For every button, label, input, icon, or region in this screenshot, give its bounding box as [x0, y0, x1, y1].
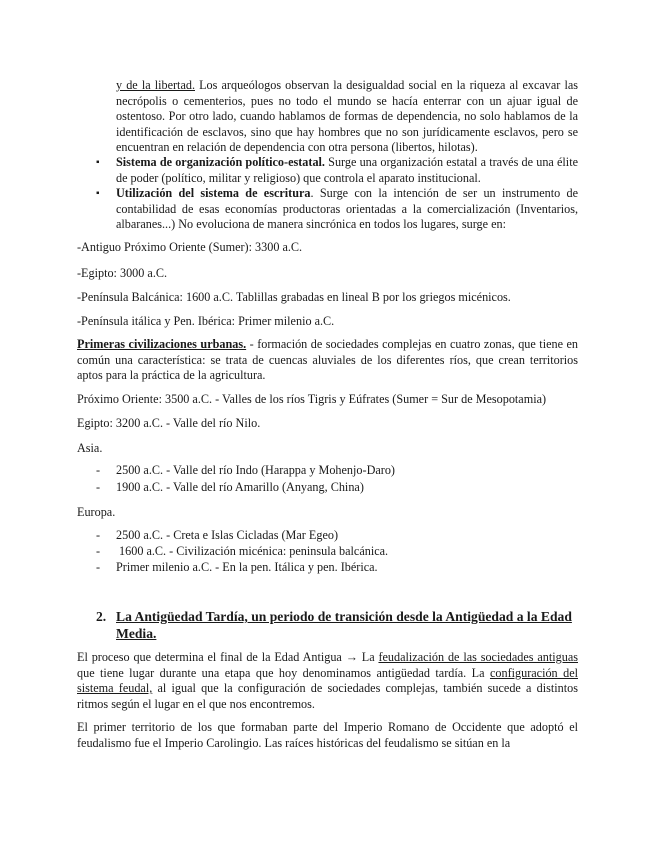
- dash-marker: -: [96, 480, 101, 494]
- section-2-number: 2.: [96, 609, 107, 624]
- asia-item-amarillo: 1900 a.C. - Valle del río Amarillo (Anyang, China): [116, 480, 364, 494]
- europa-label: Europa.: [77, 505, 116, 519]
- dash-marker: -: [96, 544, 101, 558]
- intro-paragraph: [116, 78, 578, 156]
- writing-place-italica-iberica: -Península itálica y Pen. Ibérica: Primer milenio a.C.: [77, 314, 335, 328]
- writing-place-sumer: -Antiguo Próximo Oriente (Sumer): 3300 a.C.: [77, 240, 303, 254]
- civilizations-text: - formación de sociedades complejas en cuatro zonas, que tiene en común una característica: se trata de cuencas aluviales de los diferentes ríos, que crean territorios aptos para la práctica de la agricultura.: [77, 337, 578, 383]
- asia-label: Asia.: [77, 441, 103, 455]
- europa-item-creta: 2500 a.C. - Creta e Islas Cicladas (Mar Egeo): [116, 528, 339, 542]
- intro-text: Los arqueólogos observan la desigualdad social en la riqueza al excavar las necrópolis o cementerios, pues no todo el mundo se hacía enterrar con un ajuar igual de ostentoso. Por otro lado, cuando hablamos de formas de dependencia, no solo hablamos de la identificación de esclavos, sino que hay hombres que no son jurídicamente esclavos, pero se encuentran en relación de dependencia con otra persona (libertos, hilotas).: [116, 78, 578, 155]
- europa-item-micenica: 1600 a.C. - Civilización micénica: peninsula balcánica.: [116, 544, 389, 558]
- section-2-p1-part-c: al igual que la configuración de sociedades complejas, también sucede a distintos ritmos según el lugar en el que nos encontremos.: [77, 681, 578, 711]
- bullet-square-icon: ▪: [96, 188, 100, 199]
- europa-item-primer-milenio: Primer milenio a.C. - En la pen. Itálica y pen. Ibérica.: [116, 560, 378, 574]
- writing-place-balcanica: -Península Balcánica: 1600 a.C. Tablillas grabadas en lineal B por los griegos micénicos.: [77, 290, 511, 304]
- civilizations-heading: Primeras civilizaciones urbanas.: [77, 337, 247, 351]
- proximo-oriente-line: Próximo Oriente: 3500 a.C. - Valles de los ríos Tigris y Eúfrates (Sumer = Sur de Mesopotamia): [77, 392, 547, 406]
- writing-place-egipto: -Egipto: 3000 a.C.: [77, 266, 168, 280]
- dash-marker: -: [96, 463, 101, 477]
- egipto-line: Egipto: 3200 a.C. - Valle del río Nilo.: [77, 416, 261, 430]
- asia-item-indo: 2500 a.C. - Valle del río Indo (Harappa y Mohenjo-Daro): [116, 463, 395, 477]
- bullet-writing-system: [116, 186, 578, 233]
- section-2-p1-part-a: El proceso que determina el final de la Edad Antigua → La: [77, 650, 379, 664]
- dash-marker: -: [96, 528, 101, 542]
- bullet-political-system-text: Surge una organización estatal a través de una élite de poder (político, militar y religioso) que controla el aparato institucional.: [116, 155, 578, 185]
- bullet-writing-system-text: . Surge con la intención de ser un instrumento de contabilidad de esas economías productoras orientadas a la comercialización (Inventarios, albaranes...) No evoluciona de manera sincrónica en todos los lugares, surge en:: [116, 186, 579, 232]
- dash-marker: -: [96, 560, 101, 574]
- section-2-paragraph-2: El primer territorio de los que formaban parte del Imperio Romano de Occidente que adoptó el feudalismo fue el Imperio Carolingio. Las raíces históricas del feudalismo se sitúan en la: [77, 720, 578, 750]
- bullet-political-system-bold: Sistema de organización político-estatal.: [116, 155, 325, 169]
- section-2-p1-underline-2: configuración del sistema feudal,: [77, 665, 578, 696]
- section-2-p1-underline-1: feudalización de las sociedades antiguas: [378, 650, 578, 664]
- bullet-square-icon: ▪: [96, 157, 100, 168]
- section-2-title: [116, 609, 578, 642]
- section-2-title-text: La Antigüedad Tardía, un periodo de transición desde la Antigüedad a la Edad Media.: [116, 609, 572, 641]
- civilizations-paragraph: [77, 337, 578, 384]
- bullet-political-system: [116, 155, 578, 186]
- bullet-writing-system-bold: Utilización del sistema de escritura: [116, 186, 311, 200]
- section-2-paragraph-1: [77, 650, 578, 712]
- intro-underlined-lead: y de la libertad.: [116, 78, 195, 92]
- section-2-p1-part-b: que tiene lugar durante una etapa que hoy denominamos antigüedad tardía. La: [77, 665, 490, 680]
